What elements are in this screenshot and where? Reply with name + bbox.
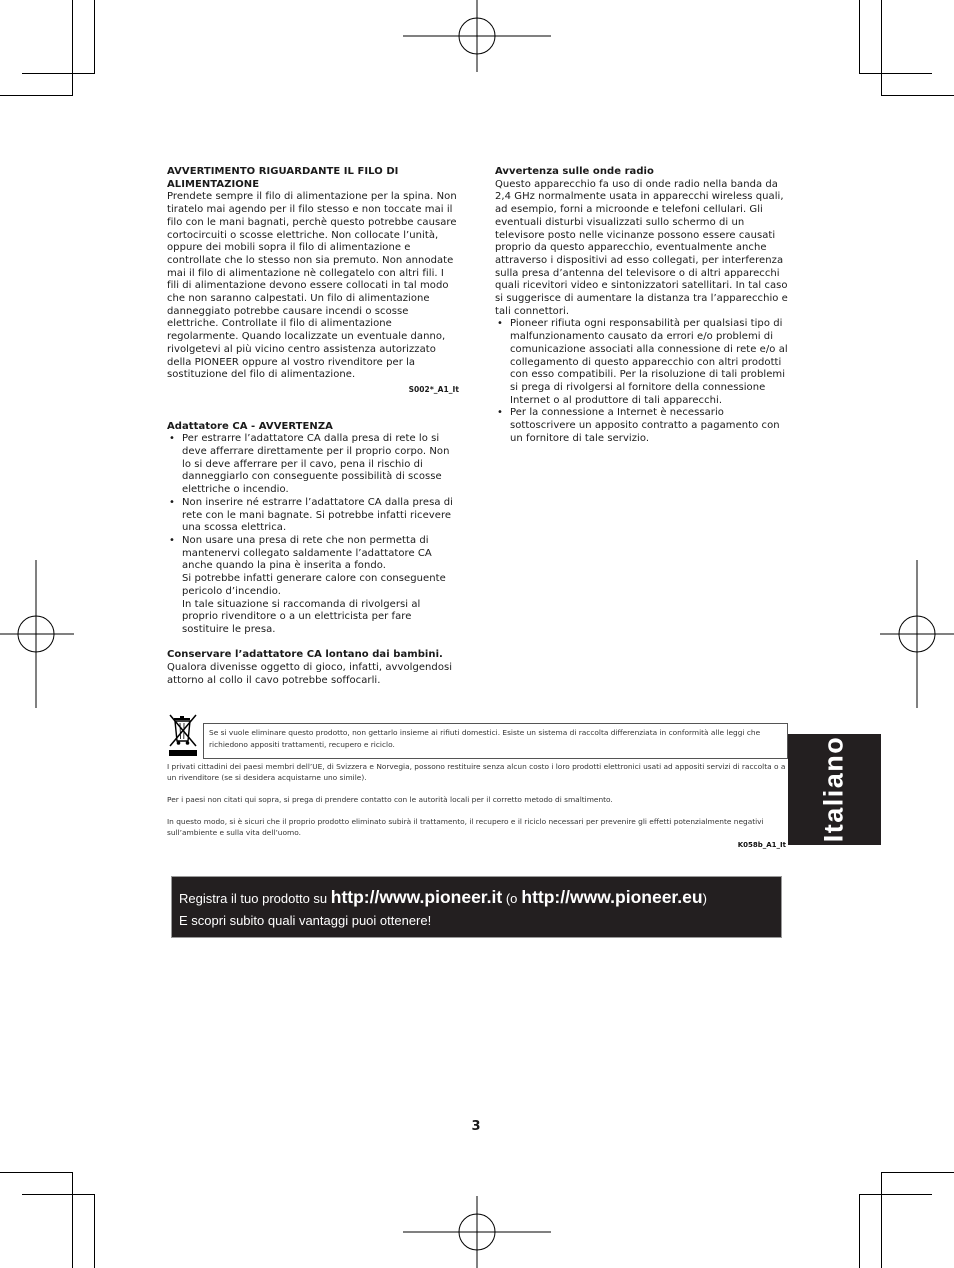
power-cord-warning-heading: AVVERTIMENTO RIGUARDANTE IL FILO DI ALIMENTAZIONE <box>167 166 399 190</box>
list-item-text: Si potrebbe infatti generare calore con conseguente pericolo d’incendio. <box>182 573 446 597</box>
crop-mark <box>94 1194 95 1268</box>
registration-mark <box>0 560 74 708</box>
registration-mark <box>403 0 551 72</box>
document-code: S002*_A1_It <box>408 384 459 394</box>
banner-mid: (o <box>505 891 518 906</box>
radio-waves-list <box>495 318 788 445</box>
registration-mark <box>403 1196 551 1268</box>
crop-mark <box>22 1194 95 1195</box>
children-warning-body: Qualora divenisse oggetto di gioco, infatti, avvolgendosi attorno al collo il cavo potrebbe soffocarli. <box>167 662 453 686</box>
list-item <box>167 535 459 637</box>
crop-mark <box>881 0 882 96</box>
crop-mark <box>0 95 73 96</box>
crop-mark <box>22 73 95 74</box>
disposal-paragraph: Per i paesi non citati qui sopra, si prega di prendere contatto con le autorità locali per il corretto metodo di smaltimento. <box>167 795 613 804</box>
crop-mark <box>94 0 95 74</box>
banner-suffix: ) <box>702 891 707 906</box>
crop-mark <box>859 1194 932 1195</box>
crop-mark <box>72 0 73 96</box>
banner-line-1 <box>179 887 707 908</box>
crop-mark <box>859 1194 860 1268</box>
crop-mark <box>859 0 860 74</box>
crossed-out-bin-icon <box>166 713 200 757</box>
ac-adapter-warning-heading: Adattatore CA - AVVERTENZA <box>167 420 333 432</box>
list-item-text: Non usare una presa di rete che non permetta di mantenervi collegato saldamente l’adattatore CA anche quando la pina è inserita a fondo. <box>182 534 432 572</box>
disposal-notice-text <box>167 761 787 849</box>
list-item: • Pioneer rifiuta ogni responsabilità per qualsiasi tipo di malfunzionamento causato da errori e/o problemi di comunicazione associati alla connessione di rete e/o al collegamento di questo apparecchio con altri prodotti con esso compatibili. Per la risoluzione di tali problemi si prega di rivolgersi al fornitore della connessione Internet o al produttore di tali apparecchi. <box>495 318 788 407</box>
list-item: • Non inserire né estrarre l’adattatore CA dalla presa di rete con le mani bagnate. Si potrebbe infatti ricevere una scossa elettrica. <box>167 497 459 535</box>
page-number: 3 <box>471 1119 481 1134</box>
crop-mark <box>859 73 932 74</box>
left-column <box>167 166 459 687</box>
banner-prefix: Registra il tuo prodotto su <box>179 891 328 906</box>
crop-mark <box>0 1172 73 1173</box>
language-tab-label: Italiano <box>818 735 849 843</box>
crop-mark <box>881 1172 882 1268</box>
pioneer-it-link[interactable]: http://www.pioneer.it <box>330 887 503 907</box>
disposal-notice-box: Se si vuole eliminare questo prodotto, non gettarlo insieme ai rifiuti domestici. Esiste un sistema di raccolta differenziata in conformità alle leggi che richiedono appositi trattamenti, recupero e riciclo. <box>203 723 788 759</box>
registration-banner <box>171 876 782 938</box>
list-item: • Per estrarre l’adattatore CA dalla presa di rete lo si deve afferrare direttamente per il proprio corpo. Non lo si deve afferrare per il cavo, pena il rischio di danneggiarlo con conseguente possibilità di scosse elettriche o incendio. <box>167 433 459 497</box>
language-tab <box>788 734 881 845</box>
right-column <box>495 166 788 445</box>
radio-waves-heading: Avvertenza sulle onde radio <box>495 166 654 177</box>
disposal-paragraph: I privati cittadini dei paesi membri dell’UE, di Svizzera e Norvegia, possono restituire senza alcun costo i loro prodotti elettronici usati ad appositi servizi di raccolta o a un rivenditore (se si desidera acquistarne uno simile). <box>167 762 786 782</box>
list-item-text: In tale situazione si raccomanda di rivolgersi al proprio rivenditore o a un elettricista per fare sostituire le presa. <box>182 598 421 635</box>
crop-mark <box>881 1172 954 1173</box>
disposal-paragraph: In questo modo, si è sicuri che il proprio prodotto eliminato subirà il trattamento, il recupero e il riciclo necessari per prevenire gli effetti potenzialmente negativi sull’ambiente e sulla vita dell’uomo. <box>167 817 764 837</box>
ac-adapter-warning-list <box>167 433 459 636</box>
document-code: K058b_A1_It <box>737 841 786 849</box>
registration-mark <box>880 560 954 708</box>
crop-mark <box>881 95 954 96</box>
banner-line-2: E scopri subito quali vantaggi puoi ottenere! <box>179 913 432 928</box>
radio-waves-body: Questo apparecchio fa uso di onde radio nella banda da 2,4 GHz normalmente usata in apparecchi wireless quali, ad esempio, forni a microonde e telefoni cellulari. Gli eventuali disturbi visualizzati sullo schermo di un televisore posto nelle vicinanze possono essere causati proprio da questo apparecchio, eventualmente anche attraverso i dispositivi ad esso collegati, per interferenza sulla presa d’antenna del televisore o di altri apparecchi quali ricevitori video e sintonizzatori satellitari. In tal caso si suggerisce di aumentare la distanza tra l’apparecchio e tali connettori. <box>495 178 788 317</box>
children-warning-heading: Conservare l’adattatore CA lontano dai bambini. <box>167 649 443 661</box>
crop-mark <box>72 1172 73 1268</box>
pioneer-eu-link[interactable]: http://www.pioneer.eu <box>521 887 703 907</box>
power-cord-warning-body: Prendete sempre il filo di alimentazione per la spina. Non tiratelo mai agendo per il filo stesso e non toccate mai il filo con le mani bagnati, perchè questo potrebbe causare cortocircuiti o scosse elettriche. Non collocate l’unità, oppure dei mobili sopra il filo di alimentazione e controllate che lo stesso non sia premuto. Non annodate mai il filo di alimentazione nè collegatelo con altri fili. I fili di alimentazione devono essere collocati in tal modo che non saranno calpestati. Un filo di alimentazione danneggiato potrebbe causare incendi o scosse elettriche. Controllate il filo di alimentazione regolarmente. Quando localizzate un eventuale danno, rivolgetevi al più vicino centro assistenza autorizzato della PIONEER oppure al vostro rivenditore per la sostituzione del filo di alimentazione. <box>167 191 457 381</box>
list-item: • Per la connessione a Internet è necessario sottoscrivere un apposito contratto a pagamento con un fornitore di tale servizio. <box>495 407 788 445</box>
